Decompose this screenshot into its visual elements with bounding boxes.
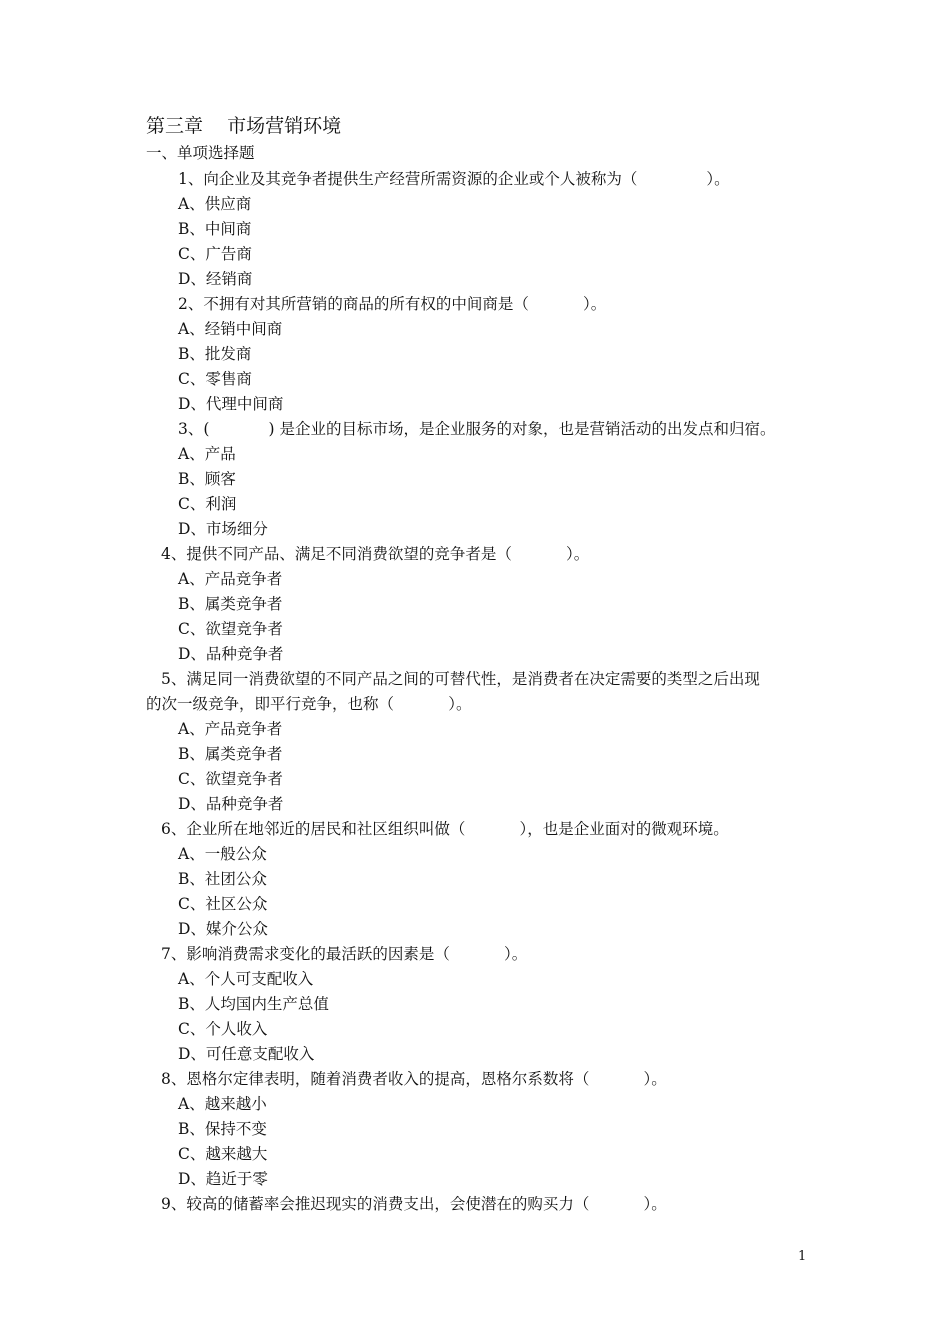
question-text: 2、不拥有对其所营销的商品的所有权的中间商是（ ）。 — [178, 295, 607, 313]
answer-option: B、属类竞争者 — [178, 595, 283, 613]
answer-option: A、个人可支配收入 — [178, 970, 314, 988]
answer-option: B、保持不变 — [178, 1120, 267, 1138]
chapter-title: 第三章 市场营销环境 — [146, 115, 342, 137]
question-text: 9、较高的储蓄率会推迟现实的消费支出，会使潜在的购买力（ ）。 — [161, 1195, 667, 1213]
question-list — [0, 167, 950, 1217]
answer-option: B、社团公众 — [178, 870, 267, 888]
answer-option: A、供应商 — [178, 195, 252, 213]
question-text: 5、满足同一消费欲望的不同产品之间的可替代性，是消费者在决定需要的类型之后出现 — [161, 670, 760, 688]
answer-option: C、越来越大 — [178, 1145, 268, 1163]
question-text: 1、向企业及其竞争者提供生产经营所需资源的企业或个人被称为（ ）。 — [178, 170, 730, 188]
answer-option: C、个人收入 — [178, 1020, 268, 1038]
answer-option: D、市场细分 — [178, 520, 268, 538]
answer-option: D、品种竞争者 — [178, 645, 284, 663]
answer-option: D、经销商 — [178, 270, 253, 288]
page-number: 1 — [798, 1249, 807, 1264]
answer-option: D、媒介公众 — [178, 920, 268, 938]
answer-option: C、欲望竞争者 — [178, 770, 283, 788]
question-continuation: 的次一级竞争，即平行竞争，也称（ ）。 — [146, 695, 472, 713]
answer-option: D、可任意支配收入 — [178, 1045, 315, 1063]
question-text: 7、影响消费需求变化的最活跃的因素是（ ）。 — [161, 945, 528, 963]
answer-option: A、经销中间商 — [178, 320, 283, 338]
answer-option: B、人均国内生产总值 — [178, 995, 329, 1013]
question-text: 6、企业所在地邻近的居民和社区组织叫做（ ），也是企业面对的微观环境。 — [161, 820, 729, 838]
answer-option: B、中间商 — [178, 220, 252, 238]
answer-option: B、批发商 — [178, 345, 252, 363]
answer-option: A、一般公众 — [178, 845, 267, 863]
answer-option: A、产品竞争者 — [178, 720, 283, 738]
answer-option: B、顾客 — [178, 470, 236, 488]
answer-option: D、品种竞争者 — [178, 795, 284, 813]
answer-option: D、趋近于零 — [178, 1170, 268, 1188]
answer-option: C、零售商 — [178, 370, 252, 388]
question-text: 3、( ) 是企业的目标市场，是企业服务的对象，也是营销活动的出发点和归宿。 — [178, 420, 776, 438]
answer-option: C、社区公众 — [178, 895, 268, 913]
answer-option: C、利润 — [178, 495, 237, 513]
answer-option: A、产品竞争者 — [178, 570, 283, 588]
question-text: 4、提供不同产品、满足不同消费欲望的竞争者是（ ）。 — [161, 545, 590, 563]
answer-option: D、代理中间商 — [178, 395, 284, 413]
answer-option: C、广告商 — [178, 245, 252, 263]
answer-option: B、属类竞争者 — [178, 745, 283, 763]
question-text: 8、恩格尔定律表明，随着消费者收入的提高，恩格尔系数将（ ）。 — [161, 1070, 667, 1088]
section-title: 一、单项选择题 — [146, 144, 255, 162]
answer-option: C、欲望竞争者 — [178, 620, 283, 638]
answer-option: A、产品 — [178, 445, 236, 463]
answer-option: A、越来越小 — [178, 1095, 267, 1113]
